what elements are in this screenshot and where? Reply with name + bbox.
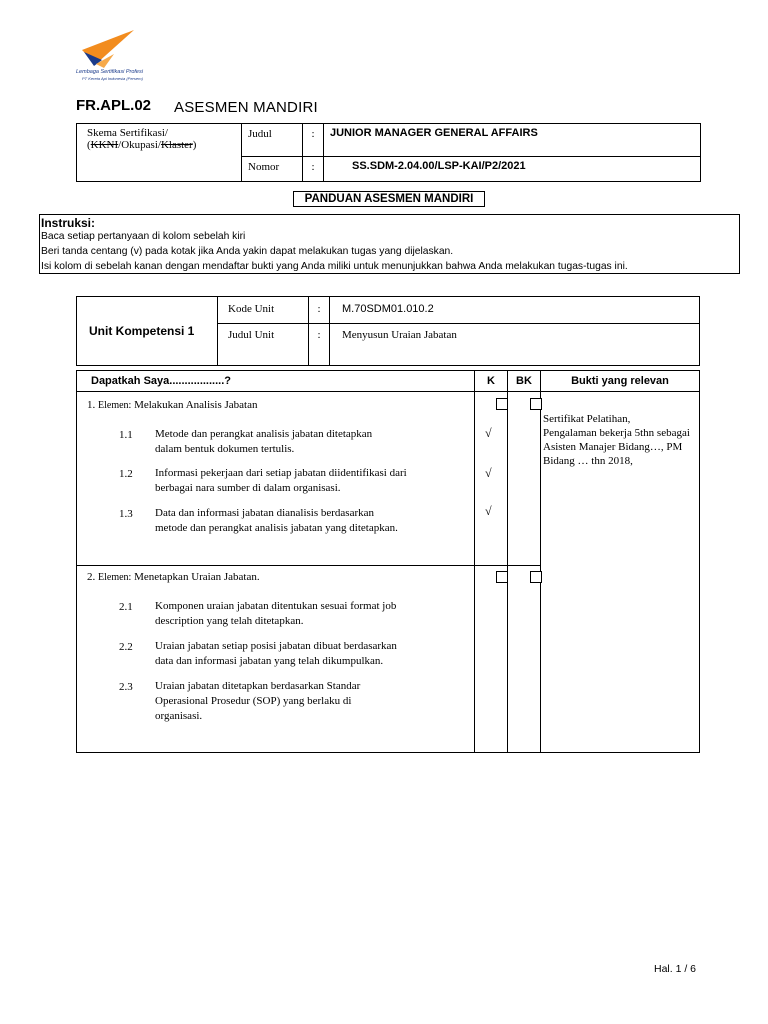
kuk-text: Uraian jabatan setiap posisi jabatan dibuat berdasarkan data dan informasi jabatan yang telah dikumpulkan. [155, 640, 397, 668]
skema-table [76, 123, 701, 182]
instruksi-box [39, 214, 740, 274]
form-title: ASESMEN MANDIRI [174, 99, 318, 116]
checkmark-icon: √ [485, 426, 492, 440]
checkmark-icon: √ [485, 466, 492, 480]
skema-label: Skema Sertifikasi/ (KKNI/Okupasi/Klaster) [77, 124, 242, 182]
kuk-text: Data dan informasi jabatan dianalisis berdasarkan metode dan perangkat analisis jabatan yang ditetapkan. [155, 507, 398, 534]
instruksi-line: Baca setiap pertanyaan di kolom sebelah kiri [41, 231, 246, 242]
kode-unit-colon: : [309, 297, 330, 324]
instruksi-line: Beri tanda centang (v) pada kotak jika Anda yakin dapat melakukan tugas yang dijelaskan. [41, 246, 454, 257]
kuk-text: Uraian jabatan ditetapkan berdasarkan Standar Operasional Prosedur (SOP) yang berlaku di organisasi. [155, 680, 361, 723]
page-number: Hal. 1 / 6 [654, 963, 697, 975]
element-2-title: 2. Elemen: Menetapkan Uraian Jabatan. [87, 571, 260, 584]
kuk-number: 1.3 [119, 508, 133, 520]
header-bk: BK [508, 371, 541, 392]
nomor-colon: : [303, 157, 324, 182]
unit-kompetensi-table [76, 296, 700, 366]
element-1-title: 1. Elemen: Melakukan Analisis Jabatan [87, 399, 258, 411]
instruksi-line: Isi kolom di sebelah kanan dengan mendaftar bukti yang Anda miliki untuk menunjukkan bahwa Anda melakukan tugas-tugas ini. [41, 261, 628, 272]
nomor-label: Nomor [242, 157, 303, 182]
checkmark-icon: √ [485, 504, 492, 518]
bk-cell-2 [508, 566, 541, 753]
bukti-cell [541, 392, 700, 753]
kuk-text: Informasi pekerjaan dari setiap jabatan diidentifikasi dari berbagai nara sumber di dalam organisasi. [155, 467, 407, 494]
judul-unit-label: Judul Unit [218, 324, 309, 366]
k-cell-2 [475, 566, 508, 753]
logo-text: Lembaga Sertifikasi Profesi [76, 69, 143, 75]
element-1-cell [77, 392, 475, 566]
nomor-value: SS.SDM-2.04.00/LSP-KAI/P2/2021 [324, 157, 701, 182]
header-question: Dapatkah Saya..................? [77, 371, 475, 392]
element-2-cell [77, 566, 475, 753]
kuk-number: 2.2 [119, 641, 133, 654]
k-cell-1 [475, 392, 508, 566]
kode-unit-value: M.70SDM01.010.2 [330, 297, 700, 324]
unit-kompetensi-label: Unit Kompetensi 1 [77, 297, 218, 366]
judul-colon: : [303, 124, 324, 157]
panduan-title: PANDUAN ASESMEN MANDIRI [293, 191, 485, 207]
kuk-number: 2.3 [119, 681, 133, 694]
assessment-table [76, 370, 700, 753]
k-checkbox[interactable] [496, 398, 508, 410]
kkni-strike: KKNI [90, 139, 119, 151]
kuk-number: 1.1 [119, 429, 133, 441]
kuk-number: 2.1 [119, 601, 133, 614]
logo-subtext: PT Kereta Api Indonesia (Persero) [82, 76, 143, 81]
kuk-number: 1.2 [119, 468, 133, 480]
bk-cell-1 [508, 392, 541, 566]
bk-checkbox[interactable] [530, 571, 542, 583]
kode-unit-label: Kode Unit [218, 297, 309, 324]
bukti-text: Sertifikat Pelatihan, Pengalaman bekerja 5thn sebagai Asisten Manajer Bidang…, PM Bidang … thn 2018, [543, 413, 690, 467]
judul-unit-colon: : [309, 324, 330, 366]
judul-unit-value: Menyusun Uraian Jabatan [330, 324, 700, 366]
header-k: K [475, 371, 508, 392]
form-code: FR.APL.02 [76, 97, 152, 114]
klaster-strike: Klaster [160, 139, 193, 151]
header-bukti: Bukti yang relevan [541, 371, 700, 392]
judul-label: Judul [242, 124, 303, 157]
kuk-text: Metode dan perangkat analisis jabatan ditetapkan dalam bentuk dokumen tertulis. [155, 428, 373, 455]
k-checkbox[interactable] [496, 571, 508, 583]
instruksi-title: Instruksi: [41, 216, 96, 230]
kuk-text: Komponen uraian jabatan ditentukan sesuai format job description yang telah ditetapkan. [155, 600, 397, 628]
judul-value: JUNIOR MANAGER GENERAL AFFAIRS [324, 124, 701, 157]
